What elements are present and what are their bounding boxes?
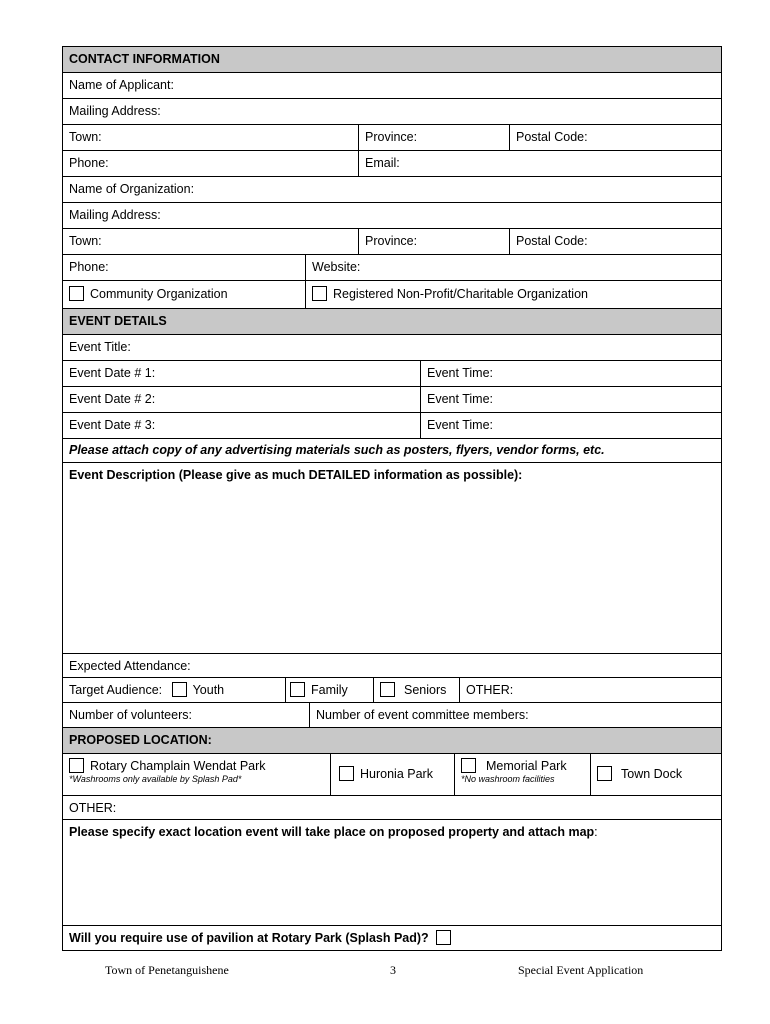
org-phone-website-row	[63, 255, 721, 281]
audience-youth-cell	[63, 678, 285, 702]
location-specify-colon: :	[594, 825, 598, 839]
mailing-address-label: Mailing Address:	[69, 104, 161, 118]
footer-page-number: 3	[390, 963, 396, 977]
attach-note: Please attach copy of any advertising materials such as posters, flyers, vendor forms, etc.	[69, 443, 605, 457]
org-name-label: Name of Organization:	[69, 182, 195, 196]
event-time-2-field[interactable]	[420, 387, 721, 412]
audience-other-field[interactable]	[459, 678, 721, 702]
location-section-header	[63, 728, 721, 754]
event-header-label: EVENT DETAILS	[69, 314, 167, 328]
pavilion-question	[63, 926, 721, 950]
nonprofit-org-label: Registered Non-Profit/Charitable Organization	[333, 287, 588, 301]
website-field[interactable]	[305, 255, 721, 280]
huronia-park-option	[330, 754, 454, 795]
event-date-1-label: Event Date # 1:	[69, 366, 156, 380]
community-org-label: Community Organization	[90, 287, 228, 301]
pavilion-label: Will you require use of pavilion at Rotary Park (Splash Pad)?	[69, 931, 429, 945]
event-time-3-label: Event Time:	[427, 418, 493, 432]
family-checkbox[interactable]	[290, 682, 305, 697]
town-dock-checkbox[interactable]	[597, 766, 612, 781]
event-date-2-row	[63, 387, 721, 413]
org-postal-code-field[interactable]	[509, 229, 721, 254]
nonprofit-org-option	[305, 281, 721, 308]
province-label: Province:	[365, 130, 418, 144]
email-field[interactable]	[358, 151, 721, 176]
event-date-2-label: Event Date # 2:	[69, 392, 156, 406]
org-town-row	[63, 229, 721, 255]
org-postal-code-label: Postal Code:	[516, 234, 588, 248]
event-title-row[interactable]	[63, 335, 721, 361]
event-date-1-field[interactable]	[63, 361, 420, 386]
postal-code-field[interactable]	[509, 125, 721, 150]
org-province-label: Province:	[365, 234, 418, 248]
event-title-label: Event Title:	[69, 340, 131, 354]
event-description-box[interactable]	[63, 463, 721, 654]
town-row	[63, 125, 721, 151]
location-other-row[interactable]	[63, 796, 721, 820]
attach-note-row	[63, 439, 721, 463]
committee-field[interactable]	[309, 703, 721, 727]
location-specify-text	[63, 820, 721, 844]
event-date-3-label: Event Date # 3:	[69, 418, 156, 432]
event-date-3-field[interactable]	[63, 413, 420, 438]
youth-checkbox[interactable]	[172, 682, 187, 697]
contact-section-header	[63, 47, 721, 73]
event-description-label: Event Description (Please give as much DETAILED information as possible):	[69, 468, 523, 482]
location-other-label: OTHER:	[69, 801, 117, 815]
seniors-checkbox[interactable]	[380, 682, 395, 697]
committee-label: Number of event committee members:	[316, 708, 529, 722]
family-label: Family	[311, 683, 348, 697]
memorial-park-checkbox[interactable]	[461, 758, 476, 773]
seniors-label: Seniors	[404, 683, 447, 697]
volunteers-field[interactable]	[63, 703, 309, 727]
audience-seniors-cell	[373, 678, 459, 702]
volunteers-label: Number of volunteers:	[69, 708, 192, 722]
memorial-park-option	[454, 754, 590, 795]
rotary-park-option	[63, 754, 330, 795]
target-audience-label: Target Audience:	[69, 683, 163, 697]
mailing-address-row[interactable]	[63, 99, 721, 125]
org-phone-field[interactable]	[63, 255, 305, 280]
youth-label: Youth	[192, 683, 225, 697]
org-town-field[interactable]	[63, 229, 358, 254]
application-form	[62, 46, 722, 951]
event-date-1-row	[63, 361, 721, 387]
org-province-field[interactable]	[358, 229, 509, 254]
postal-code-label: Postal Code:	[516, 130, 588, 144]
rotary-park-note: *Washrooms only available by Splash Pad*	[69, 774, 242, 784]
website-label: Website:	[312, 260, 361, 274]
pavilion-row	[63, 926, 721, 950]
event-time-1-label: Event Time:	[427, 366, 493, 380]
email-label: Email:	[365, 156, 400, 170]
memorial-park-label: Memorial Park	[486, 759, 567, 773]
event-date-3-row	[63, 413, 721, 439]
huronia-park-checkbox[interactable]	[339, 766, 354, 781]
event-date-2-field[interactable]	[63, 387, 420, 412]
event-section-header	[63, 309, 721, 335]
attendance-row[interactable]	[63, 654, 721, 678]
community-org-option	[63, 281, 305, 308]
org-town-label: Town:	[69, 234, 102, 248]
event-time-3-field[interactable]	[420, 413, 721, 438]
nonprofit-org-checkbox[interactable]	[312, 286, 327, 301]
org-mailing-address-label: Mailing Address:	[69, 208, 161, 222]
footer-town-name: Town of Penetanguishene	[105, 963, 229, 977]
location-specify-label: Please specify exact location event will take place on proposed property and attach map	[69, 825, 595, 839]
org-phone-label: Phone:	[69, 260, 109, 274]
location-header-label: PROPOSED LOCATION:	[69, 733, 212, 747]
province-field[interactable]	[358, 125, 509, 150]
volunteers-row	[63, 703, 721, 728]
target-audience-row	[63, 678, 721, 703]
org-name-row[interactable]	[63, 177, 721, 203]
event-time-2-label: Event Time:	[427, 392, 493, 406]
location-options-row	[63, 754, 721, 796]
phone-field[interactable]	[63, 151, 358, 176]
phone-label: Phone:	[69, 156, 109, 170]
town-dock-option	[590, 754, 721, 795]
org-type-row	[63, 281, 721, 309]
memorial-park-note: *No washroom facilities	[461, 774, 555, 784]
applicant-name-row[interactable]	[63, 73, 721, 99]
pavilion-checkbox[interactable]	[436, 930, 451, 945]
community-org-checkbox[interactable]	[69, 286, 84, 301]
audience-other-label: OTHER:	[466, 683, 514, 697]
contact-header-label: CONTACT INFORMATION	[69, 52, 220, 66]
event-time-1-field[interactable]	[420, 361, 721, 386]
phone-email-row	[63, 151, 721, 177]
location-specify-box[interactable]	[63, 820, 721, 926]
org-mailing-address-row[interactable]	[63, 203, 721, 229]
audience-family-cell	[285, 678, 373, 702]
applicant-name-label: Name of Applicant:	[69, 78, 174, 92]
rotary-park-label: Rotary Champlain Wendat Park	[90, 759, 266, 773]
town-dock-label: Town Dock	[621, 767, 683, 781]
town-label: Town:	[69, 130, 102, 144]
rotary-park-checkbox[interactable]	[69, 758, 84, 773]
footer-document-title: Special Event Application	[518, 963, 644, 977]
attendance-label: Expected Attendance:	[69, 659, 191, 673]
town-field[interactable]	[63, 125, 358, 150]
huronia-park-label: Huronia Park	[360, 767, 433, 781]
